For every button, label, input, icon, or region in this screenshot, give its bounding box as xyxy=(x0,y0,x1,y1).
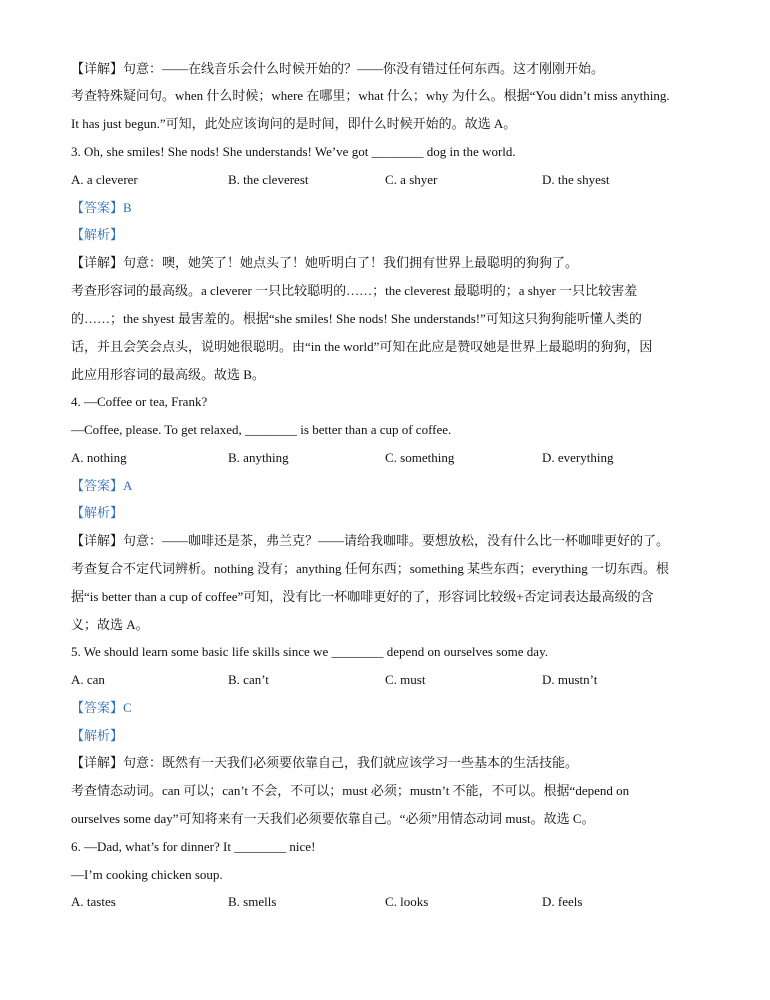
q3-option-d: D. the shyest xyxy=(542,172,610,187)
explanation-line: It has just begun.”可知，此处应该询问的是时间，即什么时候开始的。故选 A。 xyxy=(71,116,517,131)
explanation-line: 考查特殊疑问句。when 什么时候；where 在哪里；what 什么；why 为什么。根据“You didn’t miss anything. xyxy=(71,88,670,103)
question-3: 3. Oh, she smiles! She nods! She understands! We’ve got ________ dog in the world. xyxy=(71,144,516,159)
q6-option-d: D. feels xyxy=(542,894,583,909)
q3-option-a: A. a cleverer xyxy=(71,172,138,187)
detail-line: 【详解】句意：既然有一天我们必须要依靠自己，我们就应该学习一些基本的生活技能。 xyxy=(71,755,579,770)
answer-label: 【答案】C xyxy=(71,700,132,715)
explanation-line: ourselves some day”可知将来有一天我们必须要依靠自己。“必须”用情态动词 must。故选 C。 xyxy=(71,811,595,826)
q5-option-b: B. can’t xyxy=(228,672,269,687)
q5-option-d: D. mustn’t xyxy=(542,672,598,687)
analysis-label: 【解析】 xyxy=(71,505,124,520)
explanation-line: 的……；the shyest 最害羞的。根据“she smiles! She nods! She understands!”可知这只狗狗能听懂人类的 xyxy=(71,311,642,326)
question-6-line-2: —I’m cooking chicken soup. xyxy=(71,867,223,882)
explanation-line: 此应用形容词的最高级。故选 B。 xyxy=(71,367,265,382)
q3-option-b: B. the cleverest xyxy=(228,172,309,187)
question-4-line-2: —Coffee, please. To get relaxed, ________ is better than a cup of coffee. xyxy=(71,422,452,437)
explanation-line: 考查情态动词。can 可以；can’t 不会，不可以；must 必须；mustn’t 不能，不可以。根据“depend on xyxy=(71,783,630,798)
explanation-line: 话，并且会笑会点头，说明她很聪明。由“in the world”可知在此应是赞叹她是世界上最聪明的狗狗，因 xyxy=(71,339,653,354)
explanation-line: 考查形容词的最高级。a cleverer 一只比较聪明的……；the cleverest 最聪明的；a shyer 一只比较害羞 xyxy=(71,283,638,298)
q4-option-a: A. nothing xyxy=(71,450,127,465)
q4-option-d: D. everything xyxy=(542,450,614,465)
answer-label: 【答案】A xyxy=(71,478,133,493)
q4-option-b: B. anything xyxy=(228,450,289,465)
question-4: 4. —Coffee or tea, Frank? xyxy=(71,394,208,409)
detail-line: 【详解】句意：噢，她笑了！她点头了！她听明白了！我们拥有世界上最聪明的狗狗了。 xyxy=(71,255,579,270)
explanation-line: 据“is better than a cup of coffee”可知，没有比一杯咖啡更好的了，形容词比较级+否定词表达最高级的含 xyxy=(71,589,654,604)
question-6: 6. —Dad, what’s for dinner? It ________ nice! xyxy=(71,839,316,854)
explanation-line: 考查复合不定代词辨析。nothing 没有；anything 任何东西；something 某些东西；everything 一切东西。根 xyxy=(71,561,669,576)
q3-option-c: C. a shyer xyxy=(385,172,438,187)
question-5: 5. We should learn some basic life skills since we ________ depend on ourselves some day. xyxy=(71,644,548,659)
detail-line: 【详解】句意：——咖啡还是茶，弗兰克？——请给我咖啡。要想放松，没有什么比一杯咖啡更好的了。 xyxy=(71,533,670,548)
q5-option-c: C. must xyxy=(385,672,426,687)
analysis-label: 【解析】 xyxy=(71,728,124,743)
q6-option-a: A. tastes xyxy=(71,894,116,909)
answer-label: 【答案】B xyxy=(71,200,132,215)
detail-line: 【详解】句意：——在线音乐会什么时候开始的？——你没有错过任何东西。这才刚刚开始。 xyxy=(71,61,605,76)
explanation-line: 义；故选 A。 xyxy=(71,617,149,632)
analysis-label: 【解析】 xyxy=(71,227,124,242)
q6-option-b: B. smells xyxy=(228,894,277,909)
q6-option-c: C. looks xyxy=(385,894,429,909)
q5-option-a: A. can xyxy=(71,672,105,687)
q4-option-c: C. something xyxy=(385,450,455,465)
